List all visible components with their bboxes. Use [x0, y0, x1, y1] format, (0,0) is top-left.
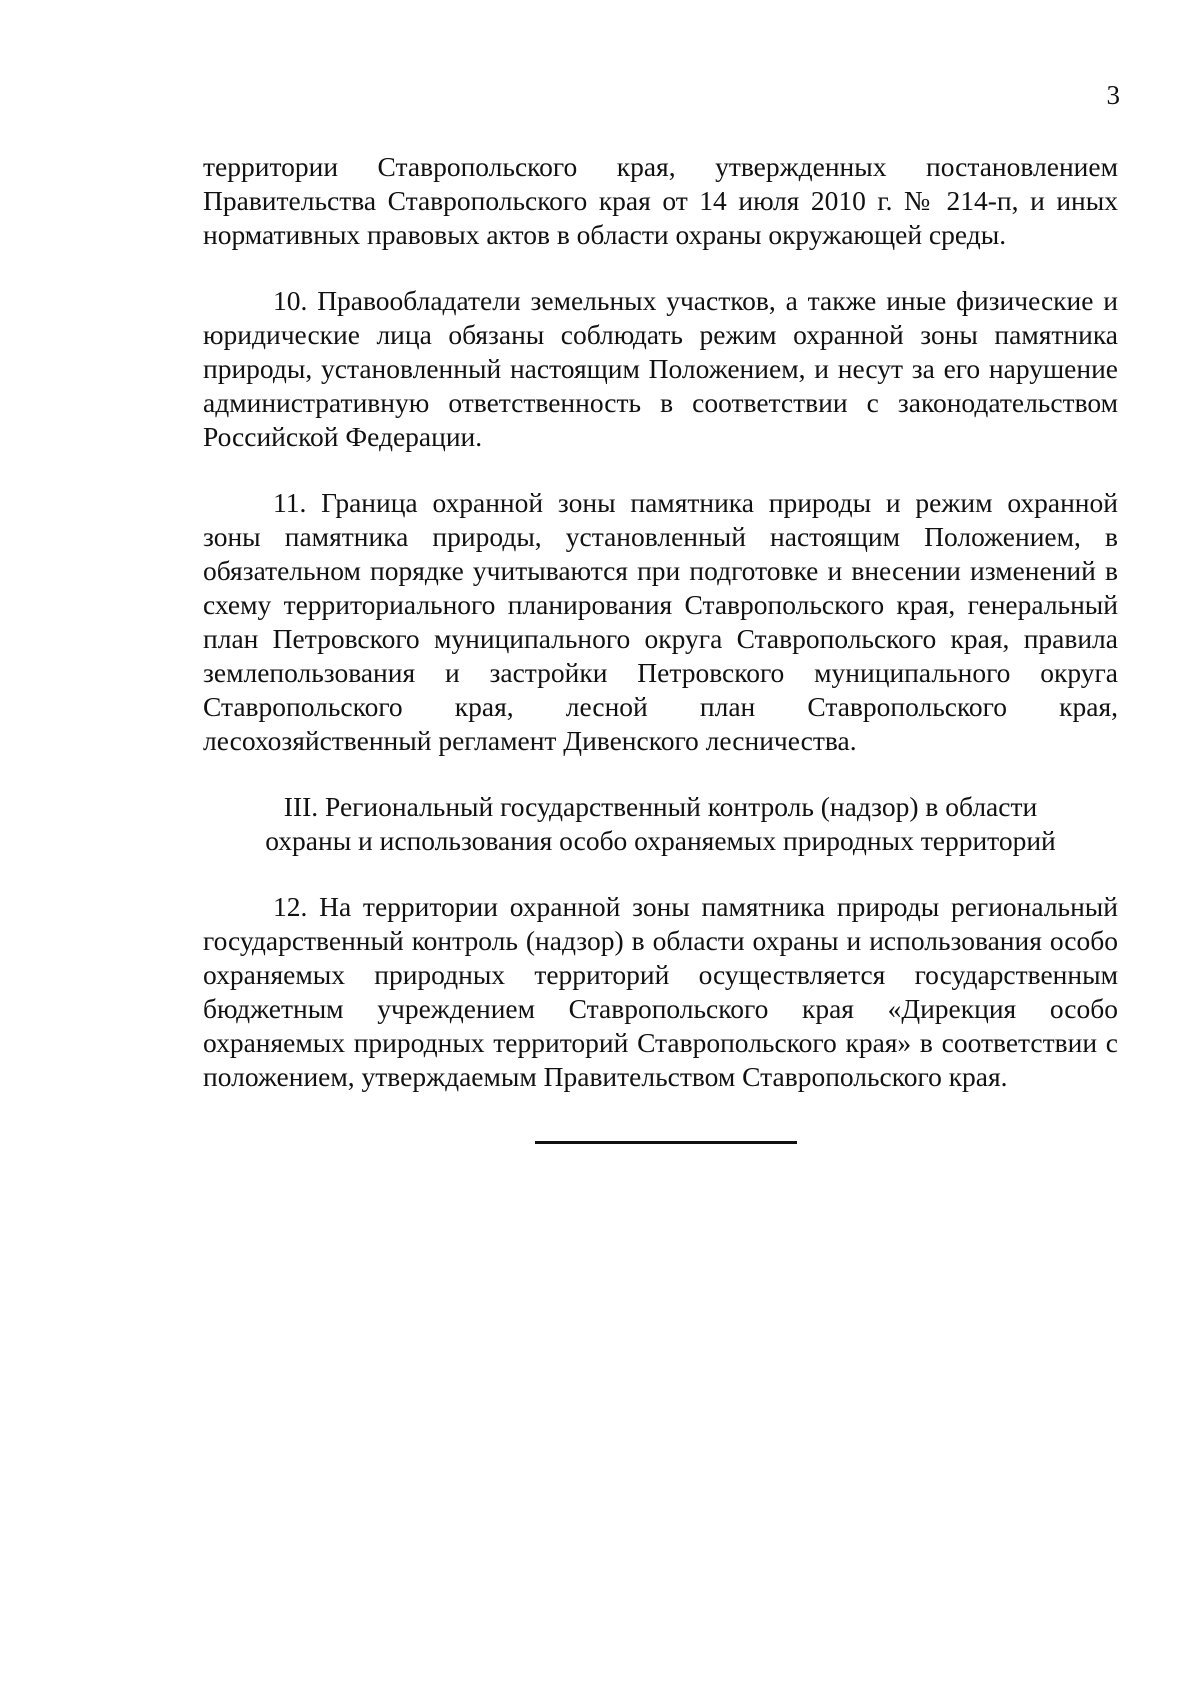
- section-heading: [203, 790, 1118, 858]
- document-end-rule: [535, 1141, 797, 1144]
- paragraph-gap: [203, 252, 1118, 284]
- section-heading-line-2: охраны и использования особо охраняемых природных территорий: [265, 825, 1056, 856]
- section-heading-line-1: III. Региональный государственный контроль (надзор) в области: [283, 791, 1038, 822]
- document-body: [203, 150, 1118, 1094]
- paragraph-9-continuation: территории Ставропольского края, утвержденных постановлением Правительства Ставропольского края от 14 июля 2010 г. № 214-п, и иных нормативных правовых актов в области охраны окружающей среды.: [203, 151, 1118, 250]
- paragraph-gap: [203, 454, 1118, 486]
- paragraph-gap: [203, 758, 1118, 790]
- paragraph-gap: [203, 858, 1118, 890]
- paragraph-12: 12. На территории охранной зоны памятника природы региональный государственный контроль (надзор) в области охраны и использования особо охраняемых природных территорий осуществляется государственным бюджетным учреждением Ставропольского края «Дирекция особо охраняемых природных территорий Ставропольского края» в соответствии с положением, утверждаемым Правительством Ставропольского края.: [203, 891, 1118, 1092]
- paragraph-11: 11. Граница охранной зоны памятника природы и режим охранной зоны памятника природы, установленный настоящим Положением, в обязательном порядке учитываются при подготовке и внесении изменений в схему территориального планирования Ставропольского края, генеральный план Петровского муниципального округа Ставропольского края, правила землепользования и застройки Петровского муниципального округа Ставропольского края, лесной план Ставропольского края, лесохозяйственный регламент Дивенского лесничества.: [203, 487, 1118, 756]
- page-number: 3: [1106, 80, 1120, 110]
- paragraph-10: 10. Правообладатели земельных участков, а также иные физические и юридические лица обязаны соблюдать режим охранной зоны памятника природы, установленный настоящим Положением, и несут за его нарушение административную ответственность в соответствии с законодательством Российской Федерации.: [203, 285, 1118, 452]
